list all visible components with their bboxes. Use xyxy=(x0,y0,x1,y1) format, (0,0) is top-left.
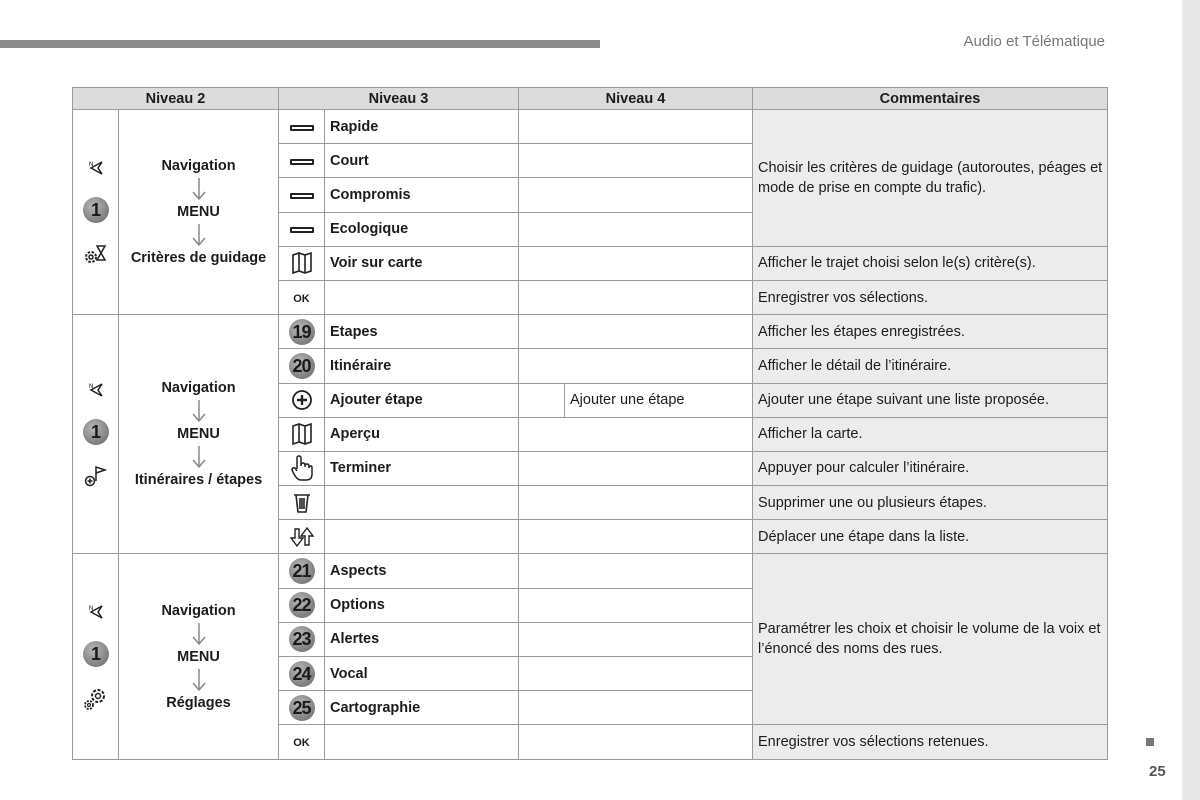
level4-cell xyxy=(519,691,753,725)
row-icon-cell xyxy=(279,486,325,520)
level4-spacer-cell xyxy=(519,383,565,417)
row-icon-cell xyxy=(279,657,325,691)
comment-cell: Afficher le trajet choisi selon le(s) critère(s). xyxy=(753,246,1108,280)
map-icon xyxy=(291,423,313,445)
bar-icon xyxy=(290,193,314,199)
level3-label: Aspects xyxy=(325,554,519,588)
step-badge: 1 xyxy=(83,641,109,667)
level4-cell xyxy=(519,486,753,520)
down-arrow-icon xyxy=(189,445,209,469)
row-icon-cell xyxy=(279,417,325,451)
level3-label xyxy=(325,280,519,314)
level3-label: Rapide xyxy=(325,110,519,144)
flow-step-target: Réglages xyxy=(166,694,231,711)
comment-cell: Appuyer pour calculer l’itinéraire. xyxy=(753,451,1108,485)
level3-label: Terminer xyxy=(325,451,519,485)
comment-cell: Paramétrer les choix et choisir le volume de la voix et l’énoncé des noms des rues. xyxy=(753,554,1108,725)
step-number-badge: 24 xyxy=(289,661,315,687)
level4-cell: Ajouter une étape xyxy=(565,383,753,417)
step-number-badge: 22 xyxy=(289,592,315,618)
row-icon-cell xyxy=(279,144,325,178)
level3-label: Voir sur carte xyxy=(325,246,519,280)
comment-cell: Enregistrer vos sélections. xyxy=(753,280,1108,314)
down-arrow-icon xyxy=(189,668,209,692)
row-icon-cell xyxy=(279,554,325,588)
step-number-badge: 19 xyxy=(289,319,315,345)
level4-cell xyxy=(519,178,753,212)
ok-icon: OK xyxy=(293,736,310,749)
svg-text:N: N xyxy=(88,162,93,169)
level3-label: Options xyxy=(325,588,519,622)
down-arrow-icon xyxy=(189,223,209,247)
svg-text:N: N xyxy=(88,605,93,612)
level4-cell xyxy=(519,657,753,691)
row-icon-cell xyxy=(279,622,325,656)
comment-cell: Enregistrer vos sélections retenues. xyxy=(753,725,1108,759)
ok-icon: OK xyxy=(293,292,310,305)
level3-label: Compromis xyxy=(325,178,519,212)
group2-menu-path xyxy=(119,315,279,554)
settings-gears-icon xyxy=(83,687,109,711)
row-icon-cell xyxy=(279,246,325,280)
table-row xyxy=(73,315,1108,349)
flow-step-menu: MENU xyxy=(177,204,220,221)
col-header-niveau2: Niveau 2 xyxy=(73,88,279,110)
level3-label: Cartographie xyxy=(325,691,519,725)
step-number-badge: 25 xyxy=(289,695,315,721)
row-icon-cell xyxy=(279,588,325,622)
level4-cell xyxy=(519,451,753,485)
header-rule xyxy=(0,40,600,48)
comment-cell: Afficher les étapes enregistrées. xyxy=(753,315,1108,349)
flow-step-navigation: Navigation xyxy=(161,602,236,619)
flow-step-navigation: Navigation xyxy=(161,158,236,175)
bar-icon xyxy=(290,125,314,131)
comment-cell: Ajouter une étape suivant une liste proposée. xyxy=(753,383,1108,417)
group1-step-icons xyxy=(73,110,119,315)
level4-cell xyxy=(519,212,753,246)
svg-text:N: N xyxy=(88,384,93,391)
row-icon-cell xyxy=(279,520,325,554)
comment-cell: Afficher la carte. xyxy=(753,417,1108,451)
row-icon-cell xyxy=(279,383,325,417)
col-header-niveau3: Niveau 3 xyxy=(279,88,519,110)
table-header-row xyxy=(73,88,1108,110)
trash-icon xyxy=(293,493,311,513)
row-icon-cell xyxy=(279,280,325,314)
level3-label: Alertes xyxy=(325,622,519,656)
settings-timer-icon xyxy=(83,243,109,265)
table-row xyxy=(73,110,1108,144)
group2-step-icons xyxy=(73,315,119,554)
level3-label: Aperçu xyxy=(325,417,519,451)
step-number-badge: 21 xyxy=(289,558,315,584)
level4-cell xyxy=(519,315,753,349)
level4-cell xyxy=(519,246,753,280)
row-icon-cell xyxy=(279,691,325,725)
page-number: 25 xyxy=(1149,763,1166,780)
step-badge: 1 xyxy=(83,197,109,223)
flow-step-menu: MENU xyxy=(177,426,220,443)
section-title: Audio et Télématique xyxy=(963,33,1105,50)
level4-cell xyxy=(519,622,753,656)
level3-label xyxy=(325,486,519,520)
level3-label: Vocal xyxy=(325,657,519,691)
level3-label: Court xyxy=(325,144,519,178)
map-icon xyxy=(291,252,313,274)
row-icon-cell xyxy=(279,451,325,485)
level4-cell xyxy=(519,588,753,622)
level4-cell xyxy=(519,417,753,451)
flow-step-menu: MENU xyxy=(177,648,220,665)
flow-step-target: Itinéraires / étapes xyxy=(134,472,263,489)
bar-icon xyxy=(290,227,314,233)
level3-label: Etapes xyxy=(325,315,519,349)
group3-menu-path xyxy=(119,554,279,759)
comment-cell: Choisir les critères de guidage (autoroutes, péages et mode de prise en compte du trafic). xyxy=(753,110,1108,247)
menu-table xyxy=(72,87,1108,760)
col-header-commentaires: Commentaires xyxy=(753,88,1108,110)
group3-step-icons xyxy=(73,554,119,759)
row-icon-cell xyxy=(279,178,325,212)
step-number-badge: 23 xyxy=(289,626,315,652)
level4-cell xyxy=(519,554,753,588)
comment-cell: Afficher le détail de l’itinéraire. xyxy=(753,349,1108,383)
level3-label: Ajouter étape xyxy=(325,383,519,417)
plus-circle-icon xyxy=(291,389,313,411)
level3-label: Ecologique xyxy=(325,212,519,246)
end-marker xyxy=(1146,738,1154,746)
row-icon-cell xyxy=(279,725,325,759)
comment-cell: Déplacer une étape dans la liste. xyxy=(753,520,1108,554)
row-icon-cell xyxy=(279,349,325,383)
level4-cell xyxy=(519,520,753,554)
level3-label xyxy=(325,520,519,554)
flow-step-navigation: Navigation xyxy=(161,380,236,397)
level4-cell xyxy=(519,110,753,144)
down-arrow-icon xyxy=(189,399,209,423)
row-icon-cell xyxy=(279,110,325,144)
level4-cell xyxy=(519,349,753,383)
row-icon-cell xyxy=(279,212,325,246)
route-flag-icon xyxy=(83,465,109,487)
row-icon-cell xyxy=(279,315,325,349)
col-header-niveau4: Niveau 4 xyxy=(519,88,753,110)
comment-cell: Supprimer une ou plusieurs étapes. xyxy=(753,486,1108,520)
level3-label: Itinéraire xyxy=(325,349,519,383)
level3-label xyxy=(325,725,519,759)
bar-icon xyxy=(290,159,314,165)
step-badge: 1 xyxy=(83,419,109,445)
down-arrow-icon xyxy=(189,177,209,201)
navigation-icon xyxy=(87,381,105,399)
updown-arrows-icon xyxy=(288,525,316,549)
step-number-badge: 20 xyxy=(289,353,315,379)
level4-cell xyxy=(519,725,753,759)
level4-cell xyxy=(519,144,753,178)
hand-pointer-icon xyxy=(291,455,313,481)
flow-step-target: Critères de guidage xyxy=(130,250,267,267)
group1-menu-path xyxy=(119,110,279,315)
table-row xyxy=(73,554,1108,588)
level4-cell xyxy=(519,280,753,314)
navigation-icon xyxy=(87,159,105,177)
navigation-icon xyxy=(87,603,105,621)
page-edge-strip xyxy=(1182,0,1200,800)
down-arrow-icon xyxy=(189,622,209,646)
